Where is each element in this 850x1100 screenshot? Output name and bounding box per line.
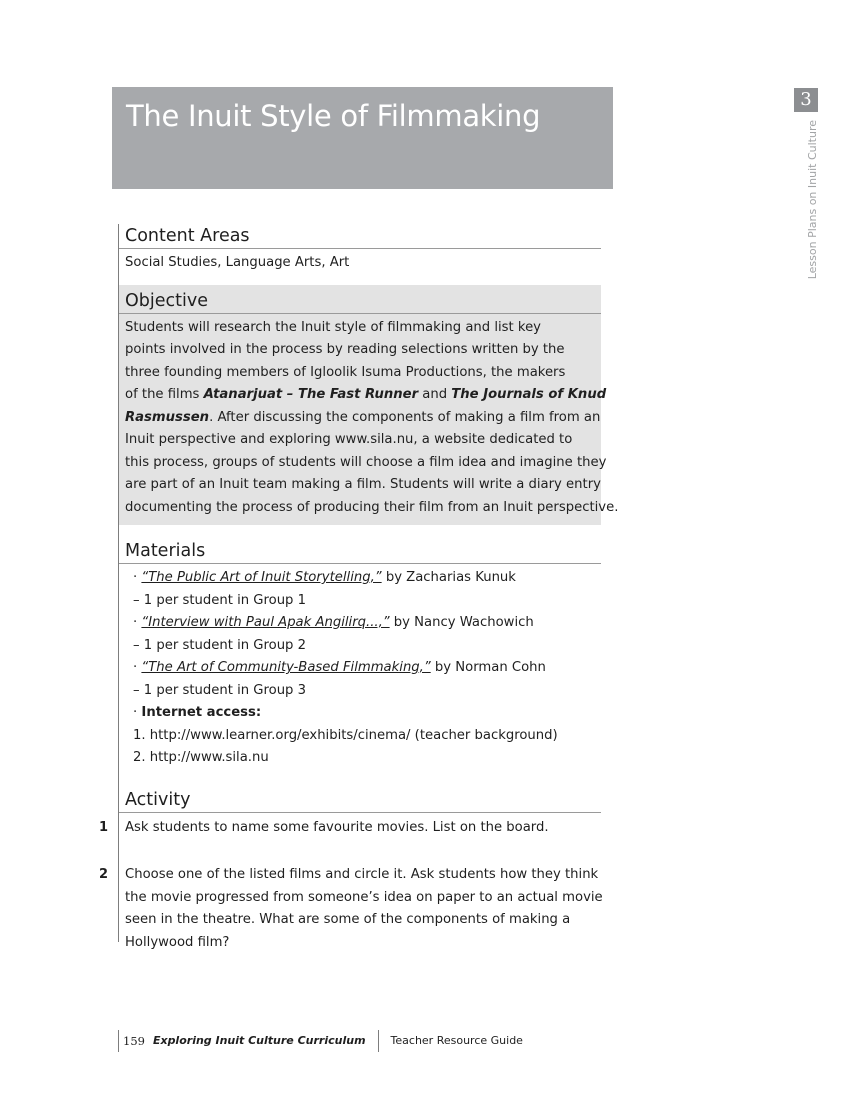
reading-link[interactable]: “The Public Art of Inuit Storytelling,” bbox=[141, 570, 382, 585]
objective-line bbox=[125, 384, 607, 407]
reading-link[interactable]: “The Art of Community-Based Filmmaking,” bbox=[141, 660, 431, 675]
content-areas-heading: Content Areas bbox=[119, 224, 601, 249]
materials-list bbox=[119, 564, 601, 770]
bullet: · bbox=[133, 705, 138, 720]
objective-line: points involved in the process by reading selections written by the bbox=[125, 342, 565, 357]
materials-heading: Materials bbox=[119, 539, 601, 564]
content-areas-text: Social Studies, Language Arts, Art bbox=[125, 255, 350, 270]
bullet: · bbox=[133, 660, 138, 675]
url-item[interactable]: 1. http://www.learner.org/exhibits/cinema/ (teacher background) bbox=[133, 727, 558, 743]
objective-line: this process, groups of students will choose a film idea and imagine they bbox=[125, 454, 607, 470]
internet-access-label: Internet access: bbox=[141, 705, 262, 720]
reading-link[interactable]: “Interview with Paul Apak Angilirq...,” bbox=[141, 615, 390, 630]
guide-type: Teacher Resource Guide bbox=[378, 1030, 523, 1052]
page-footer bbox=[118, 1030, 523, 1052]
material-item bbox=[133, 702, 601, 725]
bullet: · bbox=[133, 570, 138, 585]
step-number: 2 bbox=[99, 867, 109, 882]
step-line: Hollywood film? bbox=[125, 934, 230, 950]
objective-line: are part of an Inuit team making a film. Students will write a diary entry bbox=[125, 477, 601, 492]
activity-step bbox=[99, 813, 601, 840]
step-line: seen in the theatre. What are some of the components of making a bbox=[125, 912, 571, 927]
reading-author: by Norman Cohn bbox=[430, 660, 546, 675]
objective-line-text: . After discussing the components of making a film from an bbox=[209, 409, 601, 425]
step-number: 1 bbox=[99, 819, 109, 835]
content-areas-section bbox=[119, 224, 601, 275]
objective-line: documenting the process of producing their film from an Inuit perspective. bbox=[125, 499, 619, 515]
guide-title: Exploring Inuit Culture Curriculum bbox=[152, 1034, 366, 1047]
activity-step bbox=[99, 860, 603, 954]
objective-line: Inuit perspective and exploring www.sila.nu, a website dedicated to bbox=[125, 432, 573, 447]
material-quantity: – 1 per student in Group 2 bbox=[133, 637, 307, 653]
section-side-label: Lesson Plans on Inuit Culture bbox=[806, 120, 819, 280]
objective-line-text: of the films bbox=[125, 387, 204, 402]
material-quantity: – 1 per student in Group 1 bbox=[133, 592, 307, 608]
page-title: The Inuit Style of Filmmaking bbox=[126, 99, 541, 133]
activity-steps bbox=[99, 813, 603, 955]
material-item bbox=[133, 567, 601, 590]
film-title-journals: The Journals of Knud bbox=[451, 387, 607, 402]
objective-heading: Objective bbox=[119, 285, 601, 314]
material-quantity: – 1 per student in Group 3 bbox=[133, 682, 307, 698]
materials-section bbox=[119, 539, 601, 770]
activity-section bbox=[99, 788, 603, 955]
step-line: Ask students to name some favourite movies. List on the board. bbox=[125, 819, 549, 835]
objective-line: three founding members of Igloolik Isuma Productions, the makers bbox=[125, 364, 566, 380]
step-line: the movie progressed from someone’s idea on paper to an actual movie bbox=[125, 889, 603, 905]
activity-heading: Activity bbox=[119, 788, 601, 813]
chapter-number-badge: 3 bbox=[794, 88, 818, 112]
objective-line bbox=[125, 407, 601, 430]
objective-line: Students will research the Inuit style of filmmaking and list key bbox=[125, 319, 541, 335]
bullet: · bbox=[133, 615, 138, 630]
title-banner bbox=[112, 87, 613, 189]
lesson-content bbox=[99, 224, 619, 950]
film-title-atanarjuat: Atanarjuat – The Fast Runner bbox=[203, 387, 419, 402]
step-line: Choose one of the listed films and circle it. Ask students how they think bbox=[125, 867, 599, 882]
film-title-journals-cont: Rasmussen bbox=[125, 409, 210, 425]
reading-author: by Nancy Wachowich bbox=[389, 615, 534, 630]
reading-author: by Zacharias Kunuk bbox=[381, 570, 516, 585]
objective-section bbox=[119, 285, 619, 526]
page-number: 159 bbox=[118, 1030, 153, 1052]
objective-line-text: and bbox=[418, 387, 452, 402]
material-item bbox=[133, 612, 601, 635]
material-item bbox=[133, 657, 601, 680]
objective-text bbox=[119, 314, 619, 520]
url-item[interactable]: 2. http://www.sila.nu bbox=[133, 750, 269, 765]
